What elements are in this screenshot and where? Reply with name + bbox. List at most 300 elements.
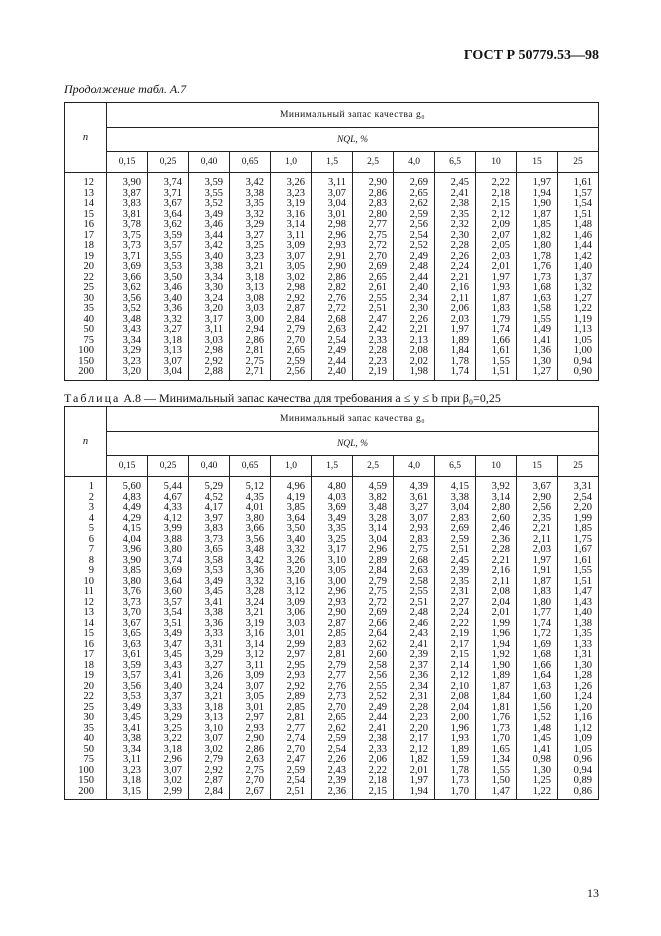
value-cell: 3,78 [107, 220, 148, 231]
value-cell: 3,20 [189, 304, 230, 315]
value-cell: 3,26 [189, 671, 230, 682]
value-cell: 3,34 [189, 273, 230, 284]
value-cell: 2,08 [435, 692, 476, 703]
value-cell: 0,98 [517, 755, 558, 766]
value-cell: 3,42 [230, 173, 271, 189]
value-cell: 2,08 [394, 346, 435, 357]
value-cell: 2,95 [271, 661, 312, 672]
value-cell: 1,84 [435, 346, 476, 357]
value-cell: 4,35 [230, 493, 271, 504]
value-cell: 3,26 [271, 173, 312, 189]
value-cell: 3,76 [107, 587, 148, 598]
value-cell: 2,21 [394, 325, 435, 336]
value-cell: 3,63 [107, 640, 148, 651]
sample-size-cell: 8 [65, 556, 107, 567]
table-a8-caption-text: А.8 — Минимальный запас качества для требования a ≤ y ≤ b при β₀=0,25 [123, 391, 501, 405]
value-cell: 3,18 [107, 776, 148, 787]
value-cell: 1,78 [435, 357, 476, 368]
value-cell: 3,26 [271, 556, 312, 567]
value-cell: 2,01 [476, 608, 517, 619]
table-row [65, 304, 599, 315]
value-cell: 2,81 [271, 713, 312, 724]
value-cell: 3,31 [189, 640, 230, 651]
col-header-n: n [65, 103, 107, 173]
value-cell: 4,67 [148, 493, 189, 504]
value-cell: 1,42 [558, 252, 599, 263]
value-cell: 2,89 [271, 692, 312, 703]
value-cell: 3,44 [189, 231, 230, 242]
value-cell: 3,42 [230, 556, 271, 567]
value-cell: 3,23 [107, 766, 148, 777]
table-a8-caption-prefix: Таблица [64, 391, 121, 405]
value-cell: 1,63 [517, 682, 558, 693]
value-cell: 1,74 [476, 325, 517, 336]
value-cell: 3,92 [476, 477, 517, 493]
sample-size-cell: 6 [65, 535, 107, 546]
value-cell: 2,22 [353, 766, 394, 777]
value-cell: 3,07 [148, 357, 189, 368]
value-cell: 3,87 [107, 189, 148, 200]
value-cell: 2,92 [189, 766, 230, 777]
nql-column-header: 0,15 [107, 152, 148, 173]
value-cell: 1,63 [517, 294, 558, 305]
sample-size-cell: 19 [65, 252, 107, 263]
min-quality-reserve-header: Минимальный запас качества g₀ [107, 103, 599, 128]
value-cell: 2,59 [271, 766, 312, 777]
value-cell: 2,19 [435, 629, 476, 640]
value-cell: 3,05 [271, 262, 312, 273]
value-cell: 2,51 [435, 545, 476, 556]
nql-column-header: 4,0 [394, 152, 435, 173]
value-cell: 1,79 [476, 315, 517, 326]
table-row [65, 650, 599, 661]
value-cell: 1,55 [476, 357, 517, 368]
value-cell: 3,36 [230, 566, 271, 577]
value-cell: 2,11 [435, 294, 476, 305]
value-cell: 3,66 [107, 273, 148, 284]
value-cell: 2,08 [476, 587, 517, 598]
value-cell: 3,33 [148, 703, 189, 714]
value-cell: 1,28 [558, 671, 599, 682]
value-cell: 1,37 [558, 273, 599, 284]
value-cell: 3,21 [189, 692, 230, 703]
value-cell: 1,89 [435, 745, 476, 756]
value-cell: 3,08 [230, 294, 271, 305]
value-cell: 2,81 [230, 346, 271, 357]
value-cell: 3,55 [148, 252, 189, 263]
table-row [65, 325, 599, 336]
value-cell: 3,03 [271, 619, 312, 630]
value-cell: 4,03 [312, 493, 353, 504]
value-cell: 2,51 [353, 304, 394, 315]
value-cell: 2,72 [312, 304, 353, 315]
value-cell: 3,74 [148, 173, 189, 189]
value-cell: 3,59 [148, 231, 189, 242]
sample-size-cell: 75 [65, 755, 107, 766]
table-row [65, 713, 599, 724]
value-cell: 2,10 [435, 682, 476, 693]
value-cell: 1,67 [558, 545, 599, 556]
nql-header: NQL, % [107, 128, 599, 152]
sample-size-cell: 100 [65, 346, 107, 357]
nql-column-header: 6,5 [435, 152, 476, 173]
value-cell: 2,39 [394, 650, 435, 661]
value-cell: 2,88 [189, 367, 230, 380]
value-cell: 2,90 [517, 493, 558, 504]
value-cell: 1,90 [517, 199, 558, 210]
value-cell: 3,03 [189, 336, 230, 347]
value-cell: 1,66 [517, 661, 558, 672]
value-cell: 3,38 [435, 493, 476, 504]
value-cell: 3,69 [148, 566, 189, 577]
value-cell: 2,48 [394, 262, 435, 273]
value-cell: 2,59 [435, 535, 476, 546]
value-cell: 2,72 [353, 598, 394, 609]
value-cell: 1,68 [517, 283, 558, 294]
value-cell: 1,45 [517, 734, 558, 745]
value-cell: 1,72 [517, 629, 558, 640]
sample-size-cell: 14 [65, 199, 107, 210]
value-cell: 4,04 [107, 535, 148, 546]
value-cell: 2,44 [394, 273, 435, 284]
value-cell: 3,09 [271, 598, 312, 609]
value-cell: 2,76 [312, 294, 353, 305]
value-cell: 2,91 [312, 252, 353, 263]
value-cell: 2,87 [189, 776, 230, 787]
nql-column-header: 15 [517, 152, 558, 173]
value-cell: 3,56 [230, 535, 271, 546]
value-cell: 3,18 [148, 745, 189, 756]
value-cell: 2,98 [271, 283, 312, 294]
value-cell: 3,04 [353, 535, 394, 546]
value-cell: 3,23 [107, 357, 148, 368]
value-cell: 3,73 [107, 598, 148, 609]
nql-column-header: 10 [476, 456, 517, 477]
value-cell: 2,74 [271, 734, 312, 745]
value-cell: 1,73 [517, 273, 558, 284]
value-cell: 2,05 [476, 241, 517, 252]
sample-size-cell: 14 [65, 619, 107, 630]
value-cell: 2,98 [189, 346, 230, 357]
value-cell: 3,40 [189, 252, 230, 263]
value-cell: 1,94 [517, 189, 558, 200]
value-cell: 2,12 [476, 210, 517, 221]
value-cell: 3,40 [148, 294, 189, 305]
value-cell: 2,98 [312, 220, 353, 231]
value-cell: 2,26 [435, 252, 476, 263]
value-cell: 2,54 [558, 493, 599, 504]
value-cell: 2,59 [394, 210, 435, 221]
value-cell: 2,99 [271, 640, 312, 651]
sample-size-cell: 5 [65, 524, 107, 535]
value-cell: 1,00 [558, 346, 599, 357]
value-cell: 1,34 [476, 755, 517, 766]
sample-size-cell: 12 [65, 173, 107, 189]
value-cell: 2,79 [189, 755, 230, 766]
value-cell: 2,35 [435, 210, 476, 221]
value-cell: 1,05 [558, 336, 599, 347]
value-cell: 2,42 [353, 325, 394, 336]
min-quality-reserve-header: Минимальный запас качества g₀ [107, 407, 599, 432]
value-cell: 2,21 [476, 556, 517, 567]
value-cell: 3,61 [107, 650, 148, 661]
value-cell: 3,59 [189, 173, 230, 189]
value-cell: 2,28 [435, 241, 476, 252]
value-cell: 1,30 [517, 357, 558, 368]
sample-size-cell: 15 [65, 210, 107, 221]
value-cell: 3,09 [230, 671, 271, 682]
sample-size-cell: 18 [65, 241, 107, 252]
table-row [65, 199, 599, 210]
value-cell: 3,05 [230, 692, 271, 703]
sample-size-cell: 100 [65, 766, 107, 777]
value-cell: 2,69 [435, 524, 476, 535]
value-cell: 2,35 [517, 514, 558, 525]
value-cell: 2,99 [148, 787, 189, 800]
value-cell: 3,53 [107, 692, 148, 703]
sample-size-cell: 9 [65, 566, 107, 577]
sample-size-cell: 17 [65, 231, 107, 242]
value-cell: 3,24 [230, 598, 271, 609]
value-cell: 3,01 [312, 210, 353, 221]
table-a7-body [65, 173, 599, 381]
value-cell: 2,77 [312, 671, 353, 682]
value-cell: 2,52 [394, 241, 435, 252]
value-cell: 3,27 [230, 231, 271, 242]
value-cell: 3,25 [148, 724, 189, 735]
value-cell: 1,47 [476, 787, 517, 800]
value-cell: 1,55 [558, 566, 599, 577]
value-cell: 2,20 [394, 724, 435, 735]
value-cell: 3,71 [107, 252, 148, 263]
value-cell: 4,83 [107, 493, 148, 504]
value-cell: 3,62 [107, 283, 148, 294]
value-cell: 2,54 [271, 776, 312, 787]
value-cell: 1,87 [517, 577, 558, 588]
value-cell: 2,58 [394, 577, 435, 588]
value-cell: 1,56 [517, 703, 558, 714]
value-cell: 2,80 [476, 503, 517, 514]
value-cell: 3,64 [148, 210, 189, 221]
value-cell: 3,41 [148, 671, 189, 682]
value-cell: 1,09 [558, 734, 599, 745]
value-cell: 3,00 [230, 315, 271, 326]
value-cell: 3,49 [189, 577, 230, 588]
value-cell: 2,93 [394, 524, 435, 535]
value-cell: 3,43 [107, 325, 148, 336]
nql-column-header: 1,0 [271, 152, 312, 173]
value-cell: 3,18 [230, 273, 271, 284]
value-cell: 2,24 [435, 608, 476, 619]
value-cell: 1,69 [517, 640, 558, 651]
value-cell: 2,86 [312, 273, 353, 284]
value-cell: 2,48 [394, 608, 435, 619]
value-cell: 1,16 [558, 713, 599, 724]
value-cell: 3,21 [230, 608, 271, 619]
value-cell: 2,40 [312, 367, 353, 380]
value-cell: 3,34 [107, 336, 148, 347]
value-cell: 2,41 [394, 640, 435, 651]
table-a7-caption: Продолжение табл. А.7 [64, 82, 187, 96]
value-cell: 3,05 [312, 566, 353, 577]
value-cell: 3,04 [312, 199, 353, 210]
value-cell: 2,15 [476, 199, 517, 210]
value-cell: 2,40 [394, 283, 435, 294]
value-cell: 2,17 [394, 734, 435, 745]
value-cell: 2,72 [353, 241, 394, 252]
value-cell: 3,49 [189, 210, 230, 221]
table-a8-body [65, 477, 599, 800]
value-cell: 2,33 [353, 336, 394, 347]
value-cell: 3,04 [435, 503, 476, 514]
value-cell: 3,06 [271, 608, 312, 619]
value-cell: 2,96 [312, 231, 353, 242]
value-cell: 1,76 [517, 262, 558, 273]
sample-size-cell: 20 [65, 682, 107, 693]
value-cell: 1,38 [558, 619, 599, 630]
value-cell: 2,04 [476, 598, 517, 609]
value-cell: 2,19 [353, 367, 394, 380]
value-cell: 3,13 [230, 283, 271, 294]
value-cell: 3,80 [148, 545, 189, 556]
value-cell: 3,32 [271, 545, 312, 556]
value-cell: 2,11 [476, 577, 517, 588]
value-cell: 2,62 [312, 724, 353, 735]
value-cell: 3,45 [107, 713, 148, 724]
value-cell: 2,87 [312, 619, 353, 630]
value-cell: 3,50 [271, 524, 312, 535]
value-cell: 1,91 [517, 566, 558, 577]
value-cell: 3,48 [230, 545, 271, 556]
value-cell: 2,45 [435, 556, 476, 567]
nql-column-header: 2,5 [353, 456, 394, 477]
value-cell: 1,70 [476, 734, 517, 745]
value-cell: 2,61 [353, 283, 394, 294]
value-cell: 2,52 [353, 692, 394, 703]
value-cell: 2,43 [312, 766, 353, 777]
value-cell: 1,61 [558, 556, 599, 567]
sample-size-cell: 75 [65, 336, 107, 347]
value-cell: 1,97 [394, 776, 435, 787]
value-cell: 3,15 [107, 787, 148, 800]
value-cell: 2,63 [394, 566, 435, 577]
value-cell: 3,64 [271, 514, 312, 525]
value-cell: 2,56 [271, 367, 312, 380]
value-cell: 2,38 [435, 199, 476, 210]
value-cell: 1,13 [558, 325, 599, 336]
value-cell: 2,93 [230, 724, 271, 735]
table-row [65, 262, 599, 273]
sample-size-cell: 50 [65, 745, 107, 756]
value-cell: 4,15 [435, 477, 476, 493]
value-cell: 1,81 [476, 703, 517, 714]
value-cell: 2,70 [353, 252, 394, 263]
value-cell: 3,16 [230, 629, 271, 640]
value-cell: 2,47 [353, 315, 394, 326]
value-cell: 2,84 [189, 787, 230, 800]
value-cell: 2,28 [353, 346, 394, 357]
sample-size-cell: 22 [65, 692, 107, 703]
value-cell: 1,33 [558, 640, 599, 651]
value-cell: 1,87 [476, 682, 517, 693]
value-cell: 3,83 [107, 199, 148, 210]
sample-size-cell: 19 [65, 671, 107, 682]
table-row [65, 173, 599, 189]
value-cell: 3,65 [107, 629, 148, 640]
value-cell: 1,55 [476, 766, 517, 777]
value-cell: 2,97 [271, 650, 312, 661]
value-cell: 1,73 [476, 724, 517, 735]
value-cell: 3,38 [230, 189, 271, 200]
value-cell: 2,18 [353, 776, 394, 787]
value-cell: 1,68 [517, 650, 558, 661]
table-row [65, 241, 599, 252]
value-cell: 2,63 [230, 755, 271, 766]
value-cell: 3,50 [148, 273, 189, 284]
value-cell: 4,29 [107, 514, 148, 525]
value-cell: 3,61 [394, 493, 435, 504]
value-cell: 4,49 [107, 503, 148, 514]
value-cell: 1,80 [517, 598, 558, 609]
sample-size-cell: 40 [65, 734, 107, 745]
value-cell: 1,26 [558, 682, 599, 693]
value-cell: 3,49 [148, 629, 189, 640]
value-cell: 2,44 [312, 357, 353, 368]
value-cell: 1,90 [476, 661, 517, 672]
value-cell: 2,38 [353, 734, 394, 745]
value-cell: 3,54 [148, 608, 189, 619]
value-cell: 2,26 [394, 315, 435, 326]
table-row [65, 608, 599, 619]
value-cell: 2,68 [394, 556, 435, 567]
value-cell: 3,48 [353, 503, 394, 514]
value-cell: 0,94 [558, 357, 599, 368]
value-cell: 3,07 [148, 766, 189, 777]
value-cell: 5,12 [230, 477, 271, 493]
table-a8 [64, 406, 599, 800]
table-row [65, 776, 599, 787]
value-cell: 5,44 [148, 477, 189, 493]
value-cell: 1,98 [394, 367, 435, 380]
value-cell: 1,41 [517, 745, 558, 756]
value-cell: 2,21 [435, 273, 476, 284]
value-cell: 3,22 [148, 734, 189, 745]
table-row [65, 692, 599, 703]
value-cell: 2,04 [435, 703, 476, 714]
value-cell: 1,82 [394, 755, 435, 766]
value-cell: 2,49 [353, 703, 394, 714]
value-cell: 1,94 [394, 787, 435, 800]
value-cell: 2,15 [353, 787, 394, 800]
value-cell: 3,74 [148, 556, 189, 567]
value-cell: 2,97 [230, 713, 271, 724]
value-cell: 3,32 [230, 210, 271, 221]
value-cell: 2,62 [353, 640, 394, 651]
value-cell: 2,84 [271, 315, 312, 326]
nql-column-header: 0,25 [148, 152, 189, 173]
value-cell: 3,28 [230, 587, 271, 598]
value-cell: 1,96 [476, 629, 517, 640]
value-cell: 3,40 [271, 535, 312, 546]
value-cell: 3,29 [230, 220, 271, 231]
table-row [65, 545, 599, 556]
value-cell: 2,41 [353, 724, 394, 735]
value-cell: 2,54 [394, 231, 435, 242]
value-cell: 0,96 [558, 755, 599, 766]
value-cell: 1,64 [517, 671, 558, 682]
value-cell: 3,67 [107, 619, 148, 630]
sample-size-cell: 150 [65, 776, 107, 787]
